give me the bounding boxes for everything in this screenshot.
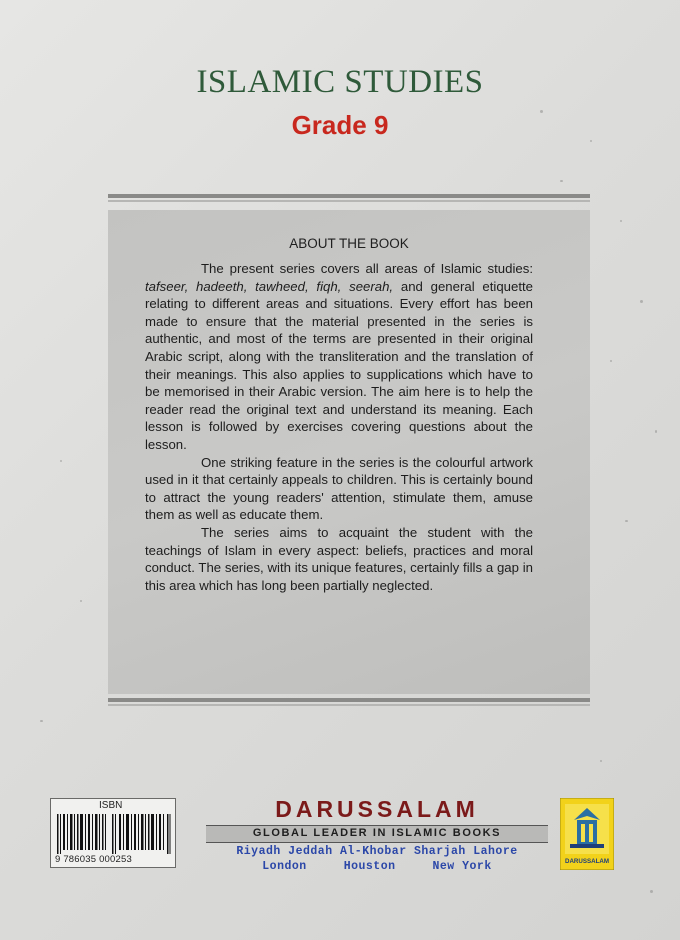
grade-label: Grade 9: [291, 110, 389, 140]
speck: [610, 360, 612, 362]
speck: [650, 890, 653, 893]
about-paragraph-3: The series aims to acquaint the student with the teachings of Islam in every aspect: beliefs, practices and moral conduct. The series, with its unique features, certainly fills a gap in this area which has long been partially neglected.: [145, 524, 533, 593]
about-text: [145, 260, 533, 594]
speck: [655, 430, 657, 433]
about-paragraph-1-start: The present series covers all areas of Islamic studies:: [201, 261, 533, 276]
publisher-name: DARUSSALAM: [275, 796, 479, 822]
speck: [600, 760, 602, 762]
publisher-cities-line-1: Riyadh Jeddah Al-Khobar Sharjah Lahore: [236, 845, 518, 858]
book-title: ISLAMIC STUDIES: [196, 64, 484, 100]
speck: [620, 220, 622, 222]
isbn-label: ISBN: [99, 800, 123, 811]
about-paragraph-1-end: and general etiquette relating to different areas and situations. Every effort has been made to ensure that the material presented in the series is authentic, and most of the terms are presented in their original Arabic script, along with the transliteration and the translation of their meanings. This also applies to supplications which have to be memorised in their Arabic version. The aim here is to help the reader read the original text and understand its meaning. Each lesson is followed by exercises covering questions about the lesson.: [145, 278, 533, 452]
speck: [40, 720, 43, 722]
barcode-icon: [57, 814, 171, 854]
about-paragraph-1: [145, 260, 533, 454]
about-heading: ABOUT THE BOOK: [289, 236, 409, 251]
svg-text:DARUSSALAM: DARUSSALAM: [565, 858, 609, 865]
darussalam-logo-icon: [560, 798, 614, 870]
publisher-cities-line-2: London Houston New York: [262, 860, 492, 873]
isbn-barcode: [50, 798, 176, 868]
about-paragraph-2: One striking feature in the series is the colourful artwork used in it that certainly appeals to children. This is certainly bound to attract the young readers' attention, stimulate them, amuse them as well as educate them.: [145, 454, 533, 523]
speck: [640, 300, 643, 303]
publisher-tagline: GLOBAL LEADER IN ISLAMIC BOOKS: [252, 827, 502, 839]
about-paragraph-1-subjects: tafseer, hadeeth, tawheed, fiqh, seerah,: [145, 278, 394, 294]
speck: [560, 180, 563, 182]
isbn-number: 9 786035 000253: [55, 854, 132, 865]
top-divider: [108, 194, 590, 202]
speck: [625, 520, 628, 522]
speck: [60, 460, 62, 462]
speck: [80, 600, 82, 602]
bottom-divider: [108, 698, 590, 706]
